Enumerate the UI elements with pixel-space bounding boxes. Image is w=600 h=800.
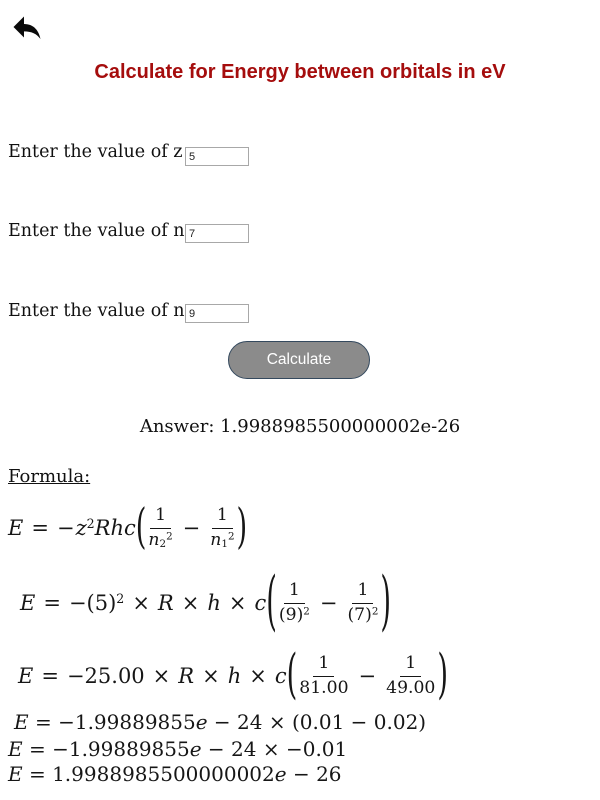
right-paren: ): [380, 566, 392, 640]
math-times: ×: [152, 664, 171, 688]
math-exponent: 2: [86, 516, 95, 532]
n1-input-label: [8, 221, 192, 242]
math-var-e: e: [274, 762, 287, 786]
math-var-e: e: [195, 710, 208, 734]
math-times: ×: [132, 591, 150, 615]
math-var-E: E: [8, 762, 23, 786]
math-term-z2Rhc: [76, 516, 136, 540]
math-equals: =: [43, 591, 61, 615]
calculate-button[interactable]: [228, 341, 370, 379]
fraction-numerator: 1: [313, 653, 334, 677]
math-var-h: h: [227, 664, 242, 688]
n2-input-label: [8, 301, 192, 322]
math-minus: −: [358, 664, 377, 688]
formula-line-4: [14, 710, 426, 735]
n1-label-text: Enter the value of n: [8, 221, 185, 241]
back-button[interactable]: [6, 6, 54, 48]
n1-input[interactable]: [185, 224, 249, 243]
fraction-numerator: 1: [150, 505, 171, 529]
n2-label-text: Enter the value of n: [8, 301, 185, 321]
fraction-numerator: 1: [352, 580, 373, 604]
right-paren: ): [437, 645, 449, 706]
math-var-c: c: [254, 591, 267, 615]
formula-line-2: [20, 566, 391, 640]
left-paren: (: [135, 500, 147, 555]
fraction-denominator: 81.00: [299, 677, 349, 698]
fraction-numerator: 1: [284, 580, 305, 604]
fraction: [148, 505, 172, 551]
math-minus: −: [56, 516, 75, 540]
fraction-denominator: [210, 529, 234, 552]
calculate-button-label: Calculate: [266, 351, 332, 368]
math-var-E: E: [18, 664, 34, 688]
fraction-denominator: [148, 529, 172, 552]
z-label-text: Enter the value of z: [8, 142, 183, 162]
page-title: Calculate for Energy between orbitals in eV: [94, 61, 506, 83]
math-times: ×: [202, 664, 220, 688]
math-text: = −1.99889855: [22, 737, 190, 761]
math-var-c: c: [274, 664, 287, 688]
fraction: [210, 505, 234, 551]
formula-line-6: [8, 762, 342, 787]
math-coefficient: −25.00: [66, 664, 145, 688]
fraction: [279, 580, 310, 626]
math-number: −(5): [68, 591, 117, 615]
math-number: (7): [347, 604, 372, 625]
fraction: [347, 580, 378, 626]
math-text: − 26: [286, 762, 342, 786]
math-var-Rhc: Rhc: [94, 516, 136, 540]
fraction: [299, 653, 348, 699]
math-equals: =: [41, 664, 59, 688]
fraction-denominator: [347, 604, 378, 627]
right-paren: ): [236, 500, 248, 555]
formula-line-5: [8, 737, 347, 762]
math-var-E: E: [14, 710, 29, 734]
fraction-numerator: 1: [212, 505, 233, 529]
math-var-R: R: [178, 664, 195, 688]
math-subscript: 1: [221, 537, 228, 550]
math-var-E: E: [8, 737, 23, 761]
fraction-numerator: 1: [400, 653, 421, 677]
fraction-denominator: 49.00: [386, 677, 436, 698]
back-arrow-icon: [6, 9, 48, 45]
math-var-R: R: [157, 591, 174, 615]
math-text: − 24 × (0.01 − 0.02): [207, 710, 427, 734]
formula-line-3: [18, 646, 448, 706]
math-minus: −: [319, 591, 338, 615]
formula-line-1: [8, 500, 247, 556]
math-var-n: n: [148, 529, 160, 550]
math-coefficient: [69, 591, 124, 615]
fraction-denominator: [279, 604, 310, 627]
math-var-E: E: [8, 516, 24, 540]
math-var-e: e: [189, 737, 202, 761]
math-minus: −: [182, 516, 201, 540]
z-input-label: [8, 142, 183, 163]
math-exponent: 2: [166, 529, 173, 542]
math-exponent: 2: [303, 604, 310, 617]
math-text: = −1.99889855: [28, 710, 196, 734]
left-paren: (: [266, 566, 277, 640]
math-exponent: 2: [227, 529, 235, 542]
math-var-z: z: [75, 516, 87, 540]
fraction: [386, 653, 435, 699]
math-times: ×: [228, 591, 247, 615]
math-times: ×: [181, 591, 200, 615]
math-number: (9): [278, 604, 304, 625]
math-exponent: 2: [371, 604, 379, 617]
formula-heading: Formula:: [8, 466, 91, 487]
math-text: − 24 × −0.01: [201, 737, 348, 761]
n2-input[interactable]: [185, 304, 249, 323]
math-text: = 1.9988985500000002: [22, 762, 275, 786]
math-times: ×: [249, 664, 267, 688]
math-equals: =: [31, 516, 49, 540]
math-var-n: n: [210, 529, 222, 550]
left-paren: (: [286, 645, 298, 706]
math-exponent: 2: [116, 591, 125, 607]
math-var-h: h: [207, 591, 221, 615]
math-var-E: E: [20, 591, 36, 615]
z-input[interactable]: [185, 147, 249, 166]
math-subscript: 2: [159, 537, 167, 550]
answer-text: Answer: 1.9988985500000002e-26: [139, 416, 461, 437]
